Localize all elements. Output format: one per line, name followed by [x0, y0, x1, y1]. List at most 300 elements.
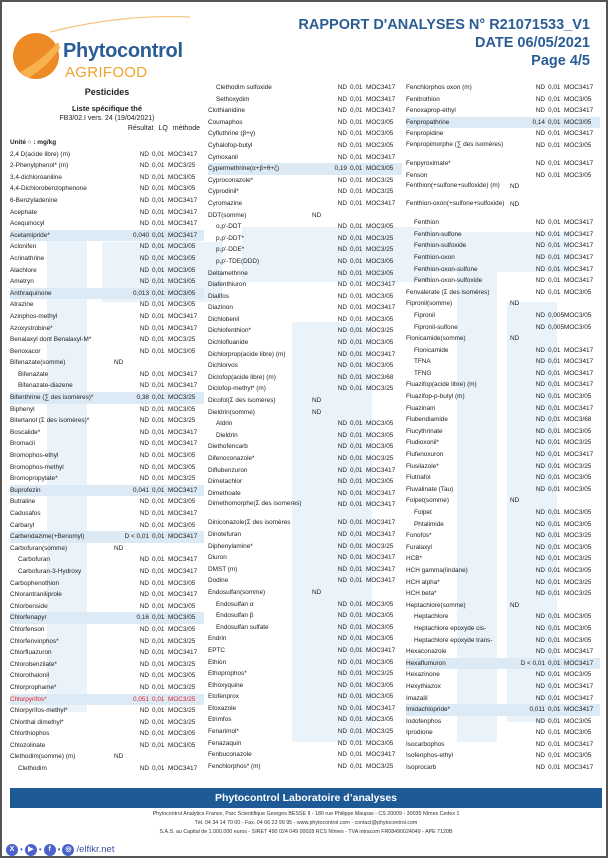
result-row: [10, 276, 204, 288]
result-value: D < 0,01: [520, 659, 545, 667]
result-row: [10, 172, 204, 184]
substance-name: HCH beta*: [406, 590, 437, 598]
method-code: MOC3/05: [366, 141, 394, 149]
result-value: ND: [139, 336, 149, 344]
result-value: 0,013: [133, 289, 149, 297]
method-code: MOC3/05: [366, 130, 394, 138]
lq-value: 0,01: [350, 141, 363, 149]
substance-name: DDT(somme): [208, 211, 247, 219]
lq-value: 0,01: [548, 624, 561, 632]
substance-name: Hexythiazox: [406, 682, 441, 690]
result-value: ND: [535, 520, 545, 528]
result-row: [10, 415, 204, 427]
report-header: [298, 16, 590, 71]
lq-value: 0,01: [548, 439, 561, 447]
result-value: 0,051: [133, 695, 149, 703]
lq-value: 0,01: [152, 614, 165, 622]
result-row: [406, 333, 600, 345]
method-code: MOC3/25: [564, 555, 592, 563]
result-row: [10, 554, 204, 566]
method-code: MOC3417: [168, 510, 198, 517]
result-row: [10, 531, 204, 543]
result-row: [10, 670, 204, 682]
method-code: MOC3417: [168, 220, 198, 228]
lq-value: 0,01: [548, 717, 561, 725]
result-row: [10, 694, 204, 706]
result-value: ND: [114, 359, 124, 367]
substance-name: Deltamethrine: [208, 269, 248, 277]
result-row: [406, 379, 600, 391]
result-row: [406, 553, 600, 565]
result-value: ND: [312, 397, 322, 405]
substance-name: Flucythrinate: [406, 427, 443, 435]
result-row: [406, 414, 600, 426]
result-row: [406, 298, 600, 310]
lq-value: 0,01: [152, 498, 165, 506]
result-row: [406, 716, 600, 728]
lq-value: 0,01: [152, 567, 165, 575]
substance-name: Dimetachlor: [208, 478, 243, 486]
method-code: MOC3/25: [168, 336, 196, 344]
result-value: ND: [114, 753, 124, 761]
result-value: ND: [337, 176, 347, 184]
result-value: ND: [535, 717, 545, 725]
lq-value: 0,01: [152, 533, 165, 541]
result-row: [208, 140, 402, 152]
substance-name: Furalaxyl: [406, 543, 432, 551]
substance-name: Dicofol(Σ des isomères): [208, 397, 276, 405]
lq-value: 0,01: [350, 623, 363, 631]
result-row: [406, 170, 600, 182]
lq-value: 0,01: [548, 358, 561, 366]
result-value: ND: [535, 764, 545, 772]
substance-name: Chlorthiophos: [10, 730, 50, 738]
result-row: [10, 682, 204, 694]
lq-value: 0,01: [548, 671, 561, 679]
result-value: ND: [535, 578, 545, 586]
result-row: [208, 244, 402, 256]
lq-value: 0,01: [548, 543, 561, 551]
result-row: [10, 740, 204, 752]
result-value: ND: [535, 451, 545, 459]
method-code: MOC3/25: [168, 475, 196, 483]
lq-value: 0,01: [548, 509, 561, 516]
result-row: [10, 520, 204, 532]
lq-value: 0,01: [548, 520, 561, 528]
substance-name: Acephate: [10, 208, 38, 216]
substance-name: Bifenthrine (∑ des isomères)*: [10, 394, 94, 402]
substance-name: Cyprodinil*: [208, 188, 239, 196]
method-code: MOC3/25: [168, 162, 196, 170]
lq-value: 0,01: [548, 485, 561, 493]
result-value: ND: [139, 428, 149, 436]
result-value: ND: [139, 243, 149, 251]
substance-name: Chlorthal dimethyl*: [10, 718, 64, 726]
method-code: MOC3417: [168, 556, 198, 564]
method-code: MOC3/05: [564, 393, 592, 401]
substance-name: Dialifos: [208, 292, 229, 300]
result-value: ND: [139, 602, 149, 610]
social-links: [6, 841, 114, 858]
result-value: ND: [535, 682, 545, 690]
substance-name: 2,4 D(acide libre) (m): [10, 150, 71, 158]
method-code: MOC3417: [168, 324, 198, 332]
result-row: [208, 680, 402, 692]
result-row: [406, 105, 600, 117]
lq-value: 0,01: [350, 176, 363, 184]
lq-value: 0,01: [152, 394, 165, 402]
lq-value: 0,005: [548, 311, 564, 319]
result-row: [10, 218, 204, 230]
method-code: MOC3417: [564, 706, 594, 714]
lq-value: 0,01: [548, 555, 561, 563]
substance-name: Cyhalofop-butyl: [208, 141, 253, 149]
lq-value: 0,01: [152, 208, 165, 216]
substance-name: Azinphos-methyl: [10, 312, 58, 320]
results-column-3: [406, 82, 600, 774]
result-value: ND: [535, 95, 545, 103]
result-value: ND: [139, 475, 149, 483]
result-value: ND: [337, 443, 347, 451]
lq-value: 0,01: [350, 501, 363, 509]
method-code: MOC3/25: [168, 683, 196, 691]
substance-name: Ametryn: [10, 278, 34, 286]
method-code: MOC3/05: [564, 566, 592, 574]
substance-name: Etofenprox: [208, 693, 239, 701]
result-value: ND: [337, 234, 347, 242]
method-code: MOC3/05: [366, 269, 394, 277]
result-value: ND: [337, 751, 347, 759]
lq-value: 0,01: [152, 765, 165, 773]
method-code: MOC3417: [366, 84, 396, 91]
lq-value: 0,01: [548, 230, 561, 238]
result-row: [208, 499, 402, 517]
substance-name: Endrin: [208, 635, 227, 643]
method-code: MOC3/05: [366, 478, 394, 486]
lq-value: 0,01: [548, 277, 561, 285]
substance-name: TFNA: [414, 358, 431, 366]
result-value: ND: [139, 301, 149, 309]
result-row: [406, 217, 600, 229]
lq-value: 0,01: [350, 658, 363, 666]
lq-value: 0,01: [152, 347, 165, 355]
method-code: MOC3417: [564, 358, 594, 366]
lq-value: 0,01: [152, 672, 165, 680]
result-row: [10, 346, 204, 358]
result-row: [208, 337, 402, 349]
result-value: ND: [535, 566, 545, 574]
result-value: ND: [139, 162, 149, 170]
lq-value: 0,01: [548, 171, 561, 179]
result-value: ND: [139, 254, 149, 262]
method-code: MOC3/05: [366, 339, 394, 347]
result-value: ND: [139, 510, 149, 517]
substance-name: Dichlofenthion*: [208, 327, 251, 335]
result-value: ND: [337, 670, 347, 678]
substance-name: Fipronil(somme): [406, 300, 453, 308]
substance-name: Diphenylamine*: [208, 542, 253, 550]
logo-subtitle: AGRIFOOD: [65, 64, 148, 81]
substance-name: Flufenoxuron: [406, 451, 444, 459]
substance-name: p,p'-DDE*: [216, 246, 245, 254]
result-row: [208, 668, 402, 680]
method-code: MOC3417: [564, 219, 594, 227]
substance-name: Atrazine: [10, 301, 34, 309]
substance-name: Dieldrin(somme): [208, 408, 255, 416]
method-code: MOC3/05: [168, 278, 196, 286]
result-row: [10, 508, 204, 520]
result-value: ND: [337, 646, 347, 654]
result-value: ND: [337, 478, 347, 486]
substance-name: Fenoxaprop-ethyl: [406, 107, 456, 115]
result-value: ND: [535, 404, 545, 412]
result-value: ND: [337, 693, 347, 701]
method-code: MOC3/05: [168, 614, 196, 622]
method-code: MOC3417: [168, 196, 198, 204]
lq-value: 0,01: [350, 339, 363, 347]
lq-value: 0,01: [548, 532, 561, 540]
lq-value: 0,01: [152, 452, 165, 460]
substance-name: Fenchlorphos* (m): [208, 762, 261, 770]
method-code: MOC3/25: [168, 417, 196, 425]
substance-name: Fenthion-oxon: [414, 253, 455, 261]
method-code: MOC3/05: [366, 600, 394, 608]
x-icon[interactable]: X: [6, 844, 18, 856]
lq-value: 0,01: [152, 254, 165, 262]
result-value: ND: [337, 612, 347, 620]
method-code: MOC3/05: [366, 315, 394, 323]
method-code: MOC3/05: [366, 681, 394, 689]
lq-value: 0,01: [152, 301, 165, 309]
result-row: [208, 657, 402, 669]
result-row: [208, 117, 402, 129]
result-value: ND: [337, 84, 347, 91]
substance-name: Diethofencarb: [208, 443, 248, 451]
substance-name: Cadusafos: [10, 510, 41, 517]
substance-name: Benoxacor: [10, 347, 41, 355]
result-value: ND: [139, 718, 149, 726]
result-row: [406, 472, 600, 484]
result-row: [406, 484, 600, 496]
result-row: [208, 465, 402, 477]
logo-name: Phytocontrol: [63, 40, 183, 62]
lq-value: 0,01: [350, 281, 363, 289]
company-logo: [10, 12, 200, 82]
substance-name: Fipronil-sulfone: [414, 323, 458, 331]
method-code: MOC3417: [168, 150, 198, 158]
method-code: MOC3/05: [366, 443, 394, 451]
method-code: MOC3417: [564, 694, 594, 702]
lq-value: 0,01: [350, 304, 363, 312]
lq-value: 0,01: [350, 530, 363, 538]
lq-value: 0,01: [548, 706, 561, 714]
result-row: [10, 160, 204, 172]
method-code: MOC3417: [366, 577, 396, 585]
result-value: ND: [535, 253, 545, 261]
method-code: MOC3/05: [366, 420, 394, 428]
method-code: MOC3/05: [168, 185, 196, 193]
result-value: ND: [337, 420, 347, 428]
method-code: MOC3417: [366, 304, 396, 312]
result-row: [10, 462, 204, 474]
lq-value: 0,01: [350, 257, 363, 265]
result-value: ND: [337, 762, 347, 770]
result-row: [208, 325, 402, 337]
substance-name: Azoxystrobine*: [10, 324, 53, 332]
result-row: [10, 705, 204, 717]
result-value: ND: [535, 323, 545, 331]
method-code: MOC3417: [168, 765, 198, 773]
result-value: ND: [139, 683, 149, 691]
result-value: 0,16: [136, 614, 149, 622]
substance-name: Bifenazate-diazene: [18, 382, 73, 390]
method-code: MOC3/05: [168, 266, 196, 274]
method-code: MOC3/25: [168, 718, 196, 726]
substance-name: Dodine: [208, 577, 229, 585]
result-value: ND: [535, 288, 545, 296]
substance-name: Fluazifop(acide libre) (m): [406, 381, 477, 389]
substance-name: Isocarbophos: [406, 740, 445, 748]
result-row: [208, 152, 402, 164]
result-row: [208, 302, 402, 314]
result-value: ND: [337, 292, 347, 300]
method-code: MOC3417: [564, 159, 594, 167]
facebook-icon[interactable]: f: [44, 844, 56, 856]
substance-name: Folpet(somme): [406, 497, 449, 505]
substance-name: Chlorprophame*: [10, 683, 57, 691]
result-row: [10, 380, 204, 392]
substance-name: Cyromazine: [208, 199, 243, 207]
report-date: DATE 06/05/2021: [475, 35, 590, 51]
result-row: [10, 578, 204, 590]
substance-name: Chlorfenapyr: [10, 614, 47, 622]
substance-name: Chlorbenside: [10, 602, 48, 610]
result-value: ND: [535, 427, 545, 435]
result-row: [10, 392, 204, 404]
method-code: MOC3/25: [564, 439, 592, 447]
result-row: [406, 565, 600, 577]
result-row: [10, 438, 204, 450]
result-row: [10, 253, 204, 265]
lq-value: 0,01: [152, 243, 165, 251]
substance-name: Fenthion-sulfone: [414, 230, 462, 238]
substance-name: Clethodim(somme) (m): [10, 753, 76, 761]
youtube-icon[interactable]: ▶: [25, 844, 37, 856]
result-row: [10, 450, 204, 462]
method-code: MOC3/25: [168, 695, 196, 703]
substance-name: Chlozolinate: [10, 741, 46, 749]
result-value: ND: [510, 601, 520, 609]
lq-value: 0,01: [350, 95, 363, 103]
lq-value: 0,01: [350, 635, 363, 643]
substance-name: Dimethomorphe(Σ des isomeres): [208, 500, 302, 508]
lq-value: 0,01: [350, 693, 363, 701]
substance-name: Fenpyroximate*: [406, 159, 451, 167]
lq-value: 0,01: [548, 416, 561, 424]
method-code: MOC3417: [564, 265, 594, 273]
substance-name: HCH gamma(lindane): [406, 566, 468, 574]
result-value: ND: [312, 408, 322, 416]
result-value: ND: [535, 648, 545, 656]
result-row: [208, 186, 402, 198]
result-value: ND: [535, 509, 545, 516]
method-code: MOC3417: [168, 208, 198, 216]
method-code: MOC3417: [366, 519, 396, 527]
result-row: [406, 495, 600, 507]
lq-value: 0,01: [350, 762, 363, 770]
method-code: MOC3/05: [564, 311, 592, 319]
lq-value: 0,01: [548, 659, 561, 667]
results-list: [208, 82, 402, 772]
method-code: MOC3/05: [366, 292, 394, 300]
social-handle[interactable]: /elfikr.net: [76, 844, 115, 855]
lq-value: 0,01: [152, 660, 165, 668]
lq-value: 0,01: [350, 153, 363, 161]
result-row: [208, 128, 402, 140]
result-row: [10, 751, 204, 763]
substance-name: Fenthion-oxon-sulfoxide: [414, 277, 483, 285]
method-code: MOC3417: [366, 107, 396, 115]
result-value: ND: [139, 208, 149, 216]
result-value: ND: [337, 501, 347, 509]
method-code: MOC3/05: [168, 579, 196, 587]
result-row: [208, 430, 402, 442]
substance-name: Fenson: [406, 171, 428, 179]
result-row: [406, 611, 600, 623]
substance-name: Dichlorprop(acide libre) (m): [208, 350, 286, 358]
method-code: MOC3417: [366, 153, 396, 161]
lq-value: 0,01: [350, 327, 363, 335]
result-value: ND: [535, 613, 545, 621]
lq-value: 0,01: [152, 278, 165, 286]
result-row: [406, 623, 600, 635]
result-row: [10, 566, 204, 578]
lq-value: 0,01: [350, 646, 363, 654]
result-value: ND: [535, 242, 545, 250]
method-code: MOC3417: [168, 567, 198, 575]
lq-value: 0,01: [548, 740, 561, 748]
globe-icon[interactable]: ◎: [62, 844, 74, 856]
result-value: ND: [535, 171, 545, 179]
method-code: MOC3/05: [366, 693, 394, 701]
substance-name: Acetamipride*: [10, 231, 50, 239]
substance-name: 4,4-Dichlorobenzophenone: [10, 185, 87, 193]
result-row: [10, 288, 204, 300]
substance-name: o,p'-DDT: [216, 223, 242, 231]
lq-value: 0,01: [152, 741, 165, 749]
result-row: [406, 82, 600, 94]
result-row: [208, 633, 402, 645]
result-row: [406, 577, 600, 589]
result-value: ND: [337, 199, 347, 207]
substance-name: Chlorfenvinphos*: [10, 637, 59, 645]
lq-value: 0,01: [548, 288, 561, 296]
result-row: [406, 507, 600, 519]
substance-name: Bromacil: [10, 440, 35, 448]
method-code: MOC3/05: [564, 717, 592, 725]
method-code: MOC3417: [168, 440, 198, 448]
substance-name: Hexaflumuron: [406, 659, 446, 667]
substance-name: Diclofop-methyl* (m): [208, 385, 266, 393]
result-value: ND: [337, 600, 347, 608]
substance-name: Bifenazate: [18, 370, 49, 378]
lq-value: 0,01: [548, 566, 561, 574]
substance-name: Biphenyl: [10, 405, 35, 413]
lq-value: 0,01: [350, 373, 363, 381]
result-value: ND: [337, 362, 347, 370]
result-row: [406, 519, 600, 531]
lq-value: 0,01: [548, 694, 561, 702]
